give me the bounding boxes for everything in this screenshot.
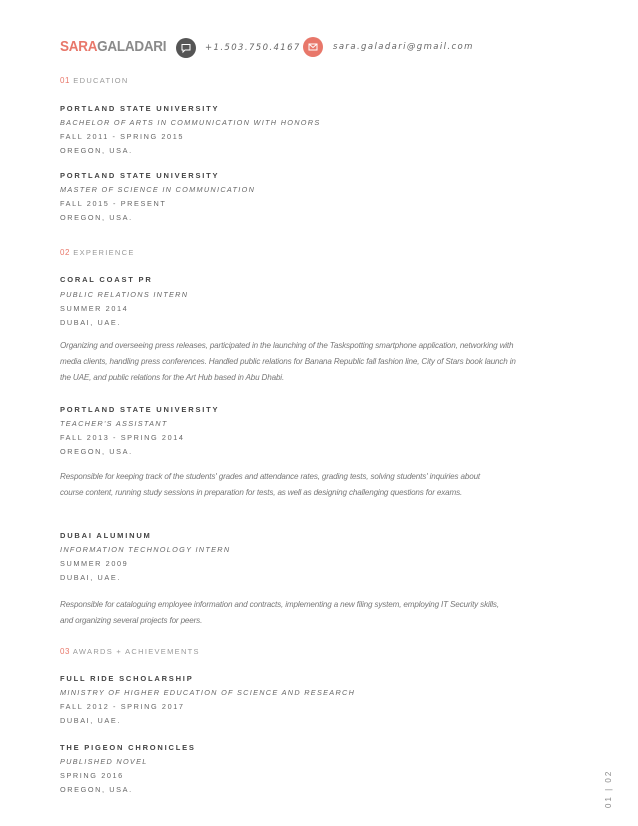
email-address[interactable]: sara.galadari@gmail.com	[333, 42, 474, 52]
section-title-awards	[60, 647, 200, 656]
entry-dates: FALL 2013 - SPRING 2014	[60, 433, 185, 442]
entry-role: INFORMATION TECHNOLOGY INTERN	[60, 545, 231, 554]
entry-role: TEACHER'S ASSISTANT	[60, 419, 168, 428]
section-label: EDUCATION	[73, 76, 129, 85]
entry-org: PORTLAND STATE UNIVERSITY	[60, 405, 220, 414]
envelope-icon	[303, 37, 323, 57]
entry-org: DUBAI ALUMINUM	[60, 531, 152, 540]
resume-name	[60, 38, 166, 55]
entry-role: MASTER OF SCIENCE IN COMMUNICATION	[60, 185, 256, 194]
first-name: SARA	[60, 38, 98, 55]
entry-location: DUBAI, UAE.	[60, 573, 121, 582]
entry-dates: SPRING 2016	[60, 771, 124, 780]
entry-role: PUBLIC RELATIONS INTERN	[60, 290, 189, 299]
section-title-education	[60, 76, 129, 85]
entry-description: Responsible for cataloguing employee information and contracts, implementing a new filing system, employing IT Security skills, and organizing several projects for peers.	[60, 600, 499, 625]
entry-location: OREGON, USA.	[60, 785, 133, 794]
entry-role: PUBLISHED NOVEL	[60, 757, 148, 766]
entry-location: DUBAI, UAE.	[60, 318, 121, 327]
last-name: GALADARI	[97, 38, 167, 55]
entry-role: BACHELOR OF ARTS IN COMMUNICATION WITH HONORS	[60, 118, 321, 127]
section-number: 03	[60, 647, 70, 656]
entry-org: THE PIGEON CHRONICLES	[60, 743, 196, 752]
entry-description: Responsible for keeping track of the students' grades and attendance rates, grading tests, solving students' inquiries about course content, running study sessions in preparation for tests, as well as designing challenging questions for exams.	[60, 472, 481, 497]
entry-location: OREGON, USA.	[60, 146, 133, 155]
entry-org: CORAL COAST PR	[60, 275, 153, 284]
entry-location: OREGON, USA.	[60, 213, 133, 222]
entry-description: Organizing and overseeing press releases, participated in the launching of the Taskspotting smartphone application, networking with media clients, handling press conferences. Handled public relations for Banana Republic fall fashion line, City of Stars book launch in the UAE, and public relations for the Art Hub based in Abu Dhabi.	[60, 341, 516, 382]
entry-role: MINISTRY OF HIGHER EDUCATION OF SCIENCE AND RESEARCH	[60, 688, 356, 697]
entry-dates: FALL 2015 - PRESENT	[60, 199, 167, 208]
entry-org: FULL RIDE SCHOLARSHIP	[60, 674, 194, 683]
entry-org: PORTLAND STATE UNIVERSITY	[60, 171, 220, 180]
entry-dates: FALL 2012 - SPRING 2017	[60, 702, 185, 711]
phone-number[interactable]: +1.503.750.4167	[205, 43, 301, 53]
section-label: EXPERIENCE	[73, 248, 135, 257]
entry-dates: FALL 2011 - SPRING 2015	[60, 132, 185, 141]
entry-dates: SUMMER 2014	[60, 304, 129, 313]
section-number: 02	[60, 248, 70, 257]
section-title-experience	[60, 248, 135, 257]
chat-bubble-icon	[176, 38, 196, 58]
section-number: 01	[60, 76, 70, 85]
entry-dates: SUMMER 2009	[60, 559, 129, 568]
entry-location: DUBAI, UAE.	[60, 716, 121, 725]
section-label: AWARDS + ACHIEVEMENTS	[72, 647, 200, 656]
entry-location: OREGON, USA.	[60, 447, 133, 456]
entry-org: PORTLAND STATE UNIVERSITY	[60, 104, 220, 113]
page-number: 01 | 02	[604, 769, 613, 808]
